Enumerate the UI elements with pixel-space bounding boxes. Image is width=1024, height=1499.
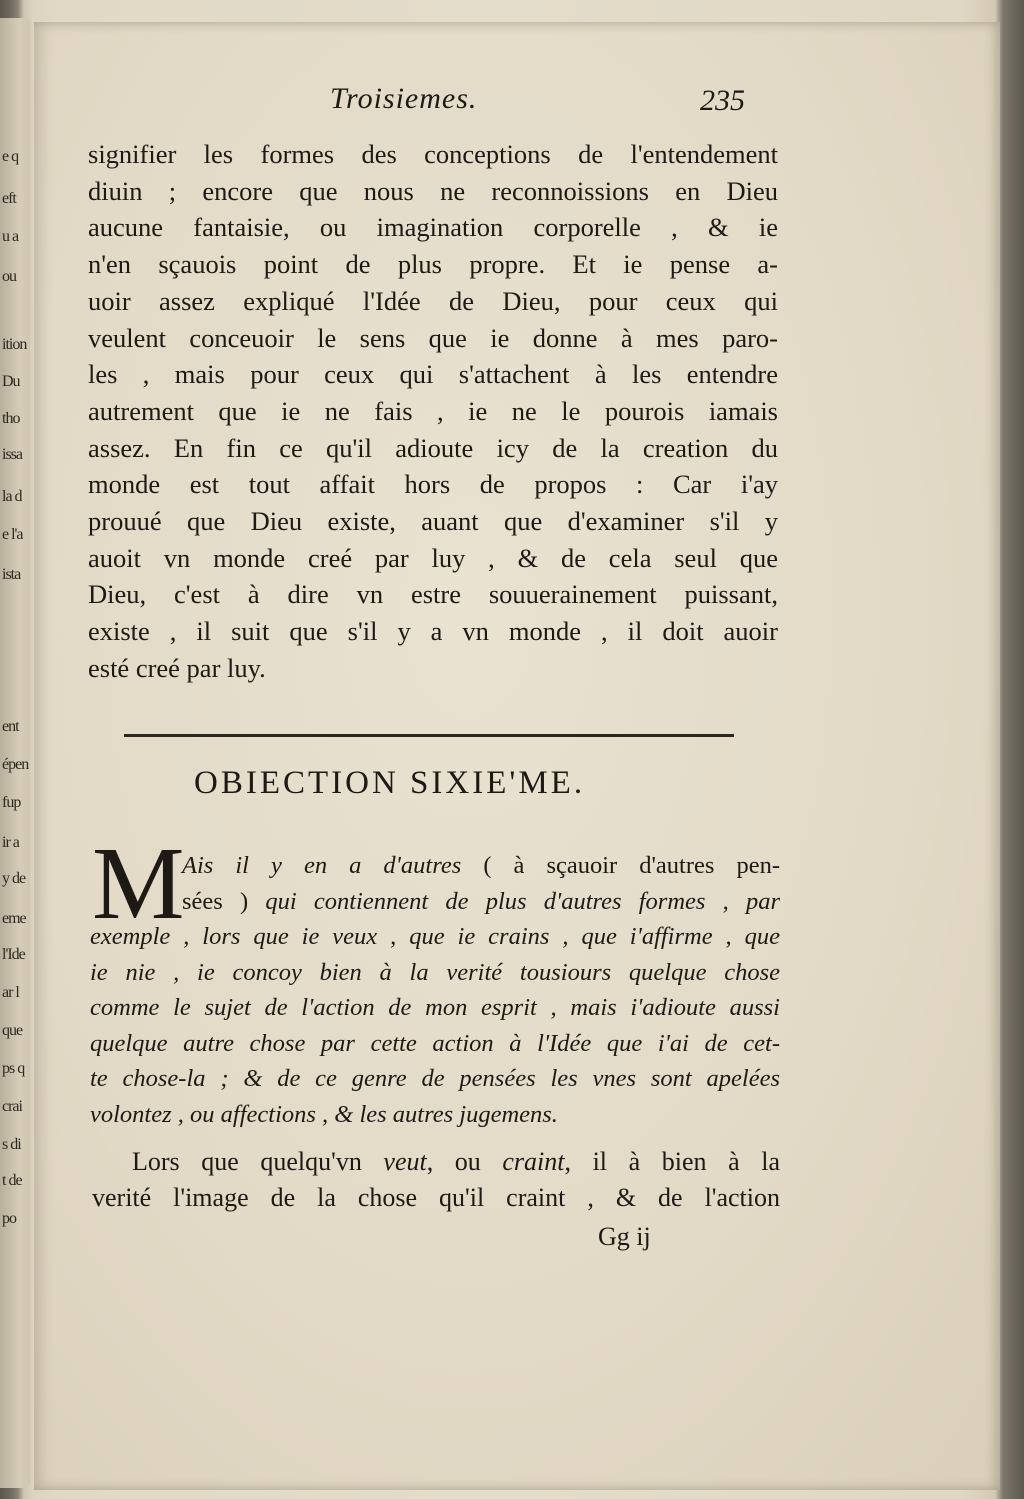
body-line: auoit vn monde creé par luy , & de cela seul que — [88, 542, 778, 573]
body-text — [88, 136, 778, 687]
margin-fragment: ir a — [2, 834, 19, 851]
body-line: signifier les formes des conceptions de l'entendement — [88, 139, 778, 169]
objection-line — [90, 848, 780, 884]
objection-line-upright: sées ) — [182, 887, 266, 915]
body-line: n'en sçauois point de plus propre. Et ie pense a- — [88, 249, 778, 280]
body-line: autrement que ie ne fais , ie ne le pourois iamais — [88, 395, 778, 426]
response-line — [92, 1144, 780, 1180]
running-head: Troisiemes. — [330, 82, 478, 115]
signature-catchword: Gg ij — [598, 1222, 651, 1251]
previous-page-edge — [0, 18, 30, 1488]
margin-fragment: ent — [2, 718, 19, 735]
objection-line: ie nie , ie concoy bien à la verité tousiours quelque chose — [90, 958, 780, 986]
body-line: prouué que Dieu existe, auant que d'examiner s'il y — [88, 506, 778, 537]
response-text-run: , il à bien à la — [564, 1147, 780, 1176]
margin-fragment: ar l — [2, 984, 19, 1001]
response-text — [92, 1144, 780, 1216]
margin-fragment: ista — [2, 566, 21, 583]
margin-fragment: y de — [2, 870, 26, 887]
objection-line-italic: qui contiennent de plus d'autres formes , par — [265, 887, 780, 915]
objection-line-upright: ( à sçauoir d'autres pen- — [483, 852, 780, 879]
response-emphasis: veut — [383, 1147, 427, 1176]
section-heading: OBIECTION SIXIE'ME. — [194, 765, 586, 801]
margin-fragment: u a — [2, 228, 19, 245]
objection-line: quelque autre chose par cette action à l'Idée que i'ai de cet- — [90, 1029, 780, 1057]
objection-line: comme le sujet de l'action de mon esprit , mais i'adioute aussi — [90, 994, 780, 1021]
drop-cap: M — [92, 826, 185, 941]
margin-fragment: crai — [2, 1098, 22, 1115]
body-line: assez. En fin ce qu'il adioute icy de la creation du — [88, 432, 778, 463]
margin-fragment: issa — [2, 446, 22, 463]
margin-fragment: e l'a — [2, 526, 23, 543]
margin-fragment: ition — [2, 336, 27, 353]
body-line: les , mais pour ceux qui s'attachent à les entendre — [88, 359, 778, 390]
body-line: esté creé par luy. — [88, 652, 266, 683]
margin-fragment: ou — [2, 268, 16, 285]
objection-line: volontez , ou affections , & les autres jugemens. — [90, 1100, 558, 1128]
page-number: 235 — [700, 84, 745, 117]
margin-fragment: l'Ide — [2, 946, 25, 963]
margin-fragment: Du — [2, 373, 20, 390]
section-divider — [124, 734, 734, 737]
response-text-run: , ou — [426, 1147, 503, 1176]
margin-fragment: fup — [2, 794, 21, 811]
body-line: uoir assez expliqué l'Idée de Dieu, pour ceux qui — [88, 285, 778, 316]
margin-fragment: eme — [2, 910, 26, 927]
margin-fragment: la d — [2, 488, 22, 505]
objection-text — [90, 848, 780, 1132]
body-line: aucune fantaisie, ou imagination corporelle , & ie — [88, 212, 778, 243]
body-line: monde est tout affait hors de propos : Car i'ay — [88, 469, 778, 500]
objection-line: exemple , lors que ie veux , que ie crains , que i'affirme , que — [90, 923, 780, 950]
objection-line — [90, 884, 780, 920]
objection-line: te chose-la ; & de ce genre de pensées les vnes sont apelées — [90, 1065, 780, 1092]
objection-line-italic: Ais il y en a d'autres — [182, 852, 484, 879]
response-line: verité l'image de la chose qu'il craint , & de l'action — [92, 1183, 780, 1212]
margin-fragment: s di — [2, 1136, 21, 1153]
margin-fragment: tho — [2, 410, 20, 427]
body-line: existe , il suit que s'il y a vn monde , il doit auoir — [88, 616, 778, 647]
response-text-run: Lors que quelqu'vn — [132, 1147, 384, 1176]
margin-fragment: po — [2, 1210, 16, 1227]
margin-fragment: ps q — [2, 1060, 25, 1077]
margin-fragment: e q — [2, 148, 19, 165]
margin-fragment: eft — [2, 190, 16, 207]
margin-fragment: que — [2, 1022, 23, 1039]
body-line: veulent conceuoir le sens que ie donne à mes paro- — [88, 322, 778, 353]
body-line: diuin ; encore que nous ne reconnoissions en Dieu — [88, 175, 778, 206]
response-emphasis: craint — [502, 1147, 565, 1176]
body-line: Dieu, c'est à dire vn estre souuerainement puissant, — [88, 579, 778, 610]
margin-fragment: épen — [2, 756, 29, 773]
margin-fragment: t de — [2, 1172, 22, 1189]
